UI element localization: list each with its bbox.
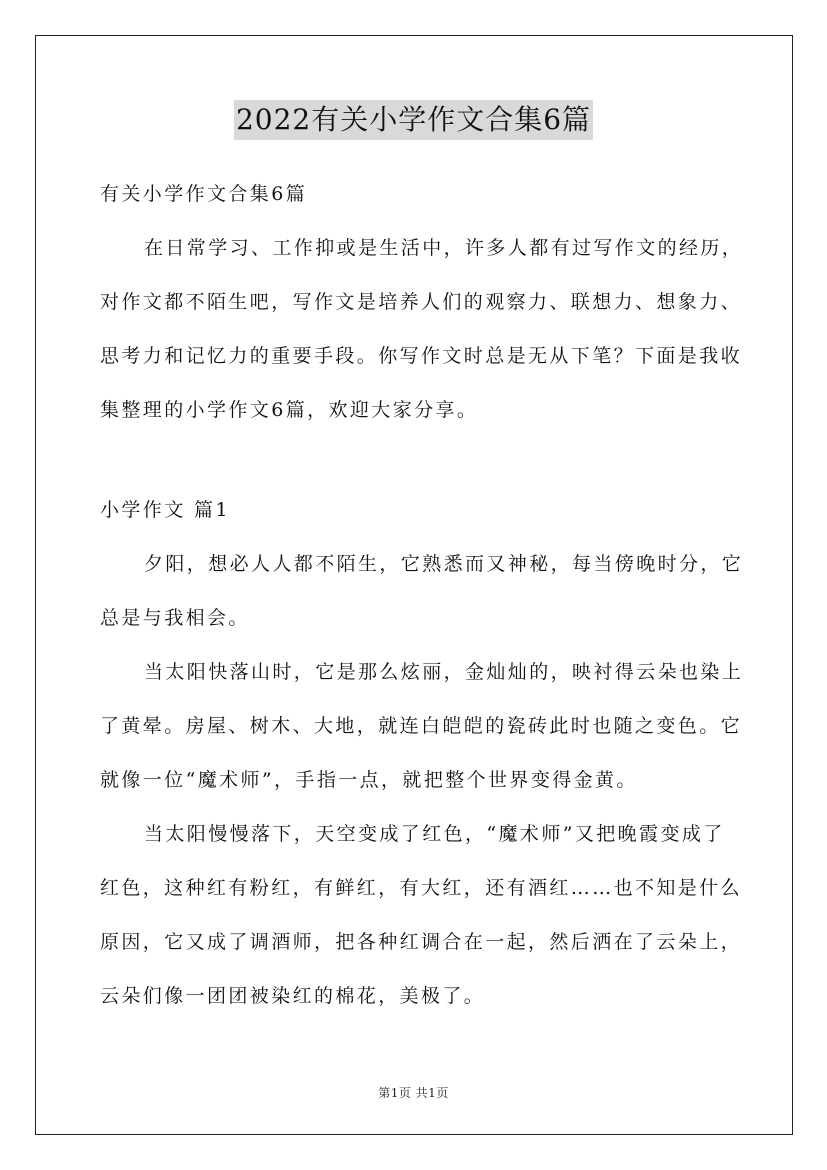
document-subtitle: 有关小学作文合集6篇 bbox=[100, 183, 308, 205]
paragraph-line: 了黄晕。房屋、树木、大地，就连白皑皑的瓷砖此时也随之变色。它 bbox=[100, 715, 743, 737]
paragraph-line: 当太阳慢慢落下，天空变成了红色，“魔术师”又把晚霞变成了 bbox=[144, 823, 725, 845]
paragraph-line: 总是与我相会。 bbox=[100, 607, 250, 629]
intro-line: 集整理的小学作文6篇，欢迎大家分享。 bbox=[100, 399, 479, 421]
intro-line: 在日常学习、工作抑或是生活中，许多人都有过写作文的经历， bbox=[144, 237, 744, 259]
section-paragraph bbox=[100, 654, 744, 798]
section-heading: 小学作文 篇1 bbox=[100, 499, 230, 521]
section-paragraph bbox=[100, 816, 743, 1014]
spacer bbox=[100, 428, 728, 492]
paragraph-line: 原因，它又成了调酒师，把各种红调合在一起，然后洒在了云朵上， bbox=[100, 931, 743, 953]
paragraph-line: 红色，这种红有粉红，有鲜红，有大红，还有酒红……也不知是什么 bbox=[100, 877, 743, 899]
page-footer: 第1页 共1页 bbox=[378, 1086, 449, 1100]
paragraph-line: 就像一位“魔术师”，手指一点，就把整个世界变得金黄。 bbox=[100, 769, 638, 791]
spacer bbox=[100, 528, 728, 546]
document-body bbox=[100, 176, 744, 1014]
section-paragraph bbox=[100, 546, 744, 636]
paragraph-line: 云朵们像一团团被染红的棉花，美极了。 bbox=[100, 985, 486, 1007]
document-title: 2022有关小学作文合集6篇 bbox=[234, 100, 593, 140]
intro-line: 思考力和记忆力的重要手段。你写作文时总是无从下笔？下面是我收 bbox=[100, 345, 743, 367]
paragraph-line: 当太阳快落山时，它是那么炫丽，金灿灿的，映衬得云朵也染上 bbox=[144, 661, 744, 683]
spacer bbox=[100, 212, 728, 230]
title-container bbox=[0, 100, 827, 140]
intro-line: 对作文都不陌生吧，写作文是培养人们的观察力、联想力、想象力、 bbox=[100, 291, 743, 313]
paragraph-line: 夕阳，想必人人都不陌生，它熟悉而又神秘，每当傍晚时分，它 bbox=[144, 553, 744, 575]
intro-paragraph bbox=[100, 230, 744, 428]
